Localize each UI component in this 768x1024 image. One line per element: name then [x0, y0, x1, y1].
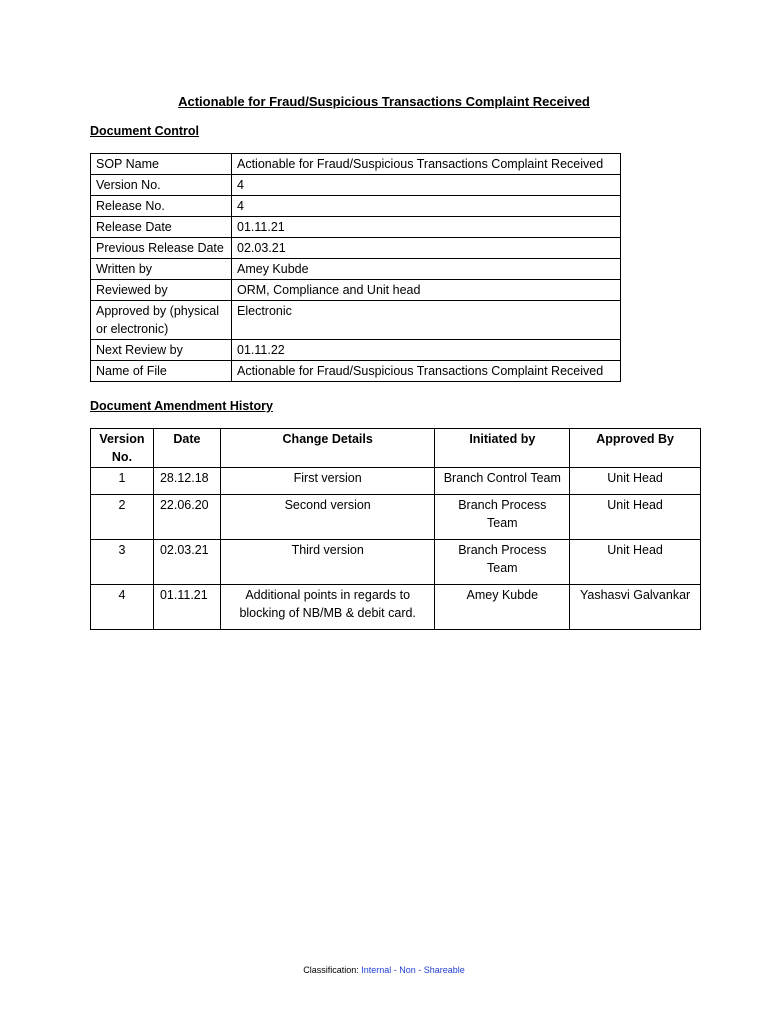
document-title: Actionable for Fraud/Suspicious Transactions Complaint Received [178, 94, 590, 109]
table-row [91, 280, 621, 301]
row-value: 01.11.21 [232, 217, 621, 238]
row-label: Reviewed by [91, 280, 232, 301]
row-value: Electronic [232, 301, 621, 340]
row-label: Release Date [91, 217, 232, 238]
cell-initiated-by: Branch Control Team [435, 468, 570, 495]
table-header-row [91, 429, 701, 468]
cell-initiated-by: Branch Process Team [435, 495, 570, 540]
classification-value: Internal - Non - Shareable [361, 965, 465, 975]
cell-date: 01.11.21 [153, 585, 220, 630]
row-value: Amey Kubde [232, 259, 621, 280]
cell-version: 3 [91, 540, 154, 585]
cell-approved-by: Unit Head [570, 468, 701, 495]
cell-initiated-by: Amey Kubde [435, 585, 570, 630]
table-row [91, 301, 621, 340]
row-label: Name of File [91, 361, 232, 382]
column-header-change-details: Change Details [220, 429, 435, 468]
row-label: Release No. [91, 196, 232, 217]
table-row [91, 154, 621, 175]
table-row [91, 495, 701, 540]
cell-version: 4 [91, 585, 154, 630]
row-label: Version No. [91, 175, 232, 196]
table-row [91, 340, 621, 361]
row-label: Approved by (physical or electronic) [91, 301, 232, 340]
row-value: Actionable for Fraud/Suspicious Transactions Complaint Received [232, 154, 621, 175]
row-value: ORM, Compliance and Unit head [232, 280, 621, 301]
table-row [91, 175, 621, 196]
cell-approved-by: Unit Head [570, 540, 701, 585]
cell-approved-by: Yashasvi Galvankar [570, 585, 701, 630]
table-row [91, 540, 701, 585]
cell-initiated-by: Branch Process Team [435, 540, 570, 585]
column-header-initiated-by: Initiated by [435, 429, 570, 468]
column-header-approved-by: Approved By [570, 429, 701, 468]
row-value: Actionable for Fraud/Suspicious Transactions Complaint Received [232, 361, 621, 382]
cell-date: 22.06.20 [153, 495, 220, 540]
row-value: 4 [232, 196, 621, 217]
cell-approved-by: Unit Head [570, 495, 701, 540]
column-header-version: Version No. [91, 429, 154, 468]
row-label: Written by [91, 259, 232, 280]
row-label: Next Review by [91, 340, 232, 361]
table-row [91, 217, 621, 238]
amendment-history-table [90, 428, 701, 630]
table-row [91, 259, 621, 280]
row-label: SOP Name [91, 154, 232, 175]
table-row [91, 468, 701, 495]
table-row [91, 585, 701, 630]
cell-change-details: First version [220, 468, 435, 495]
cell-change-details: Third version [220, 540, 435, 585]
cell-version: 2 [91, 495, 154, 540]
classification-label: Classification: [303, 965, 362, 975]
row-label: Previous Release Date [91, 238, 232, 259]
row-value: 01.11.22 [232, 340, 621, 361]
cell-date: 02.03.21 [153, 540, 220, 585]
document-control-heading: Document Control [90, 124, 200, 138]
cell-change-details: Second version [220, 495, 435, 540]
cell-change-details: Additional points in regards to blocking of NB/MB & debit card. [220, 585, 435, 630]
table-row [91, 238, 621, 259]
table-row [91, 361, 621, 382]
amendment-history-heading: Document Amendment History [90, 399, 273, 413]
document-control-table [90, 153, 621, 382]
row-value: 02.03.21 [232, 238, 621, 259]
cell-version: 1 [91, 468, 154, 495]
row-value: 4 [232, 175, 621, 196]
column-header-date: Date [153, 429, 220, 468]
cell-date: 28.12.18 [153, 468, 220, 495]
classification-footer [0, 965, 768, 975]
table-row [91, 196, 621, 217]
